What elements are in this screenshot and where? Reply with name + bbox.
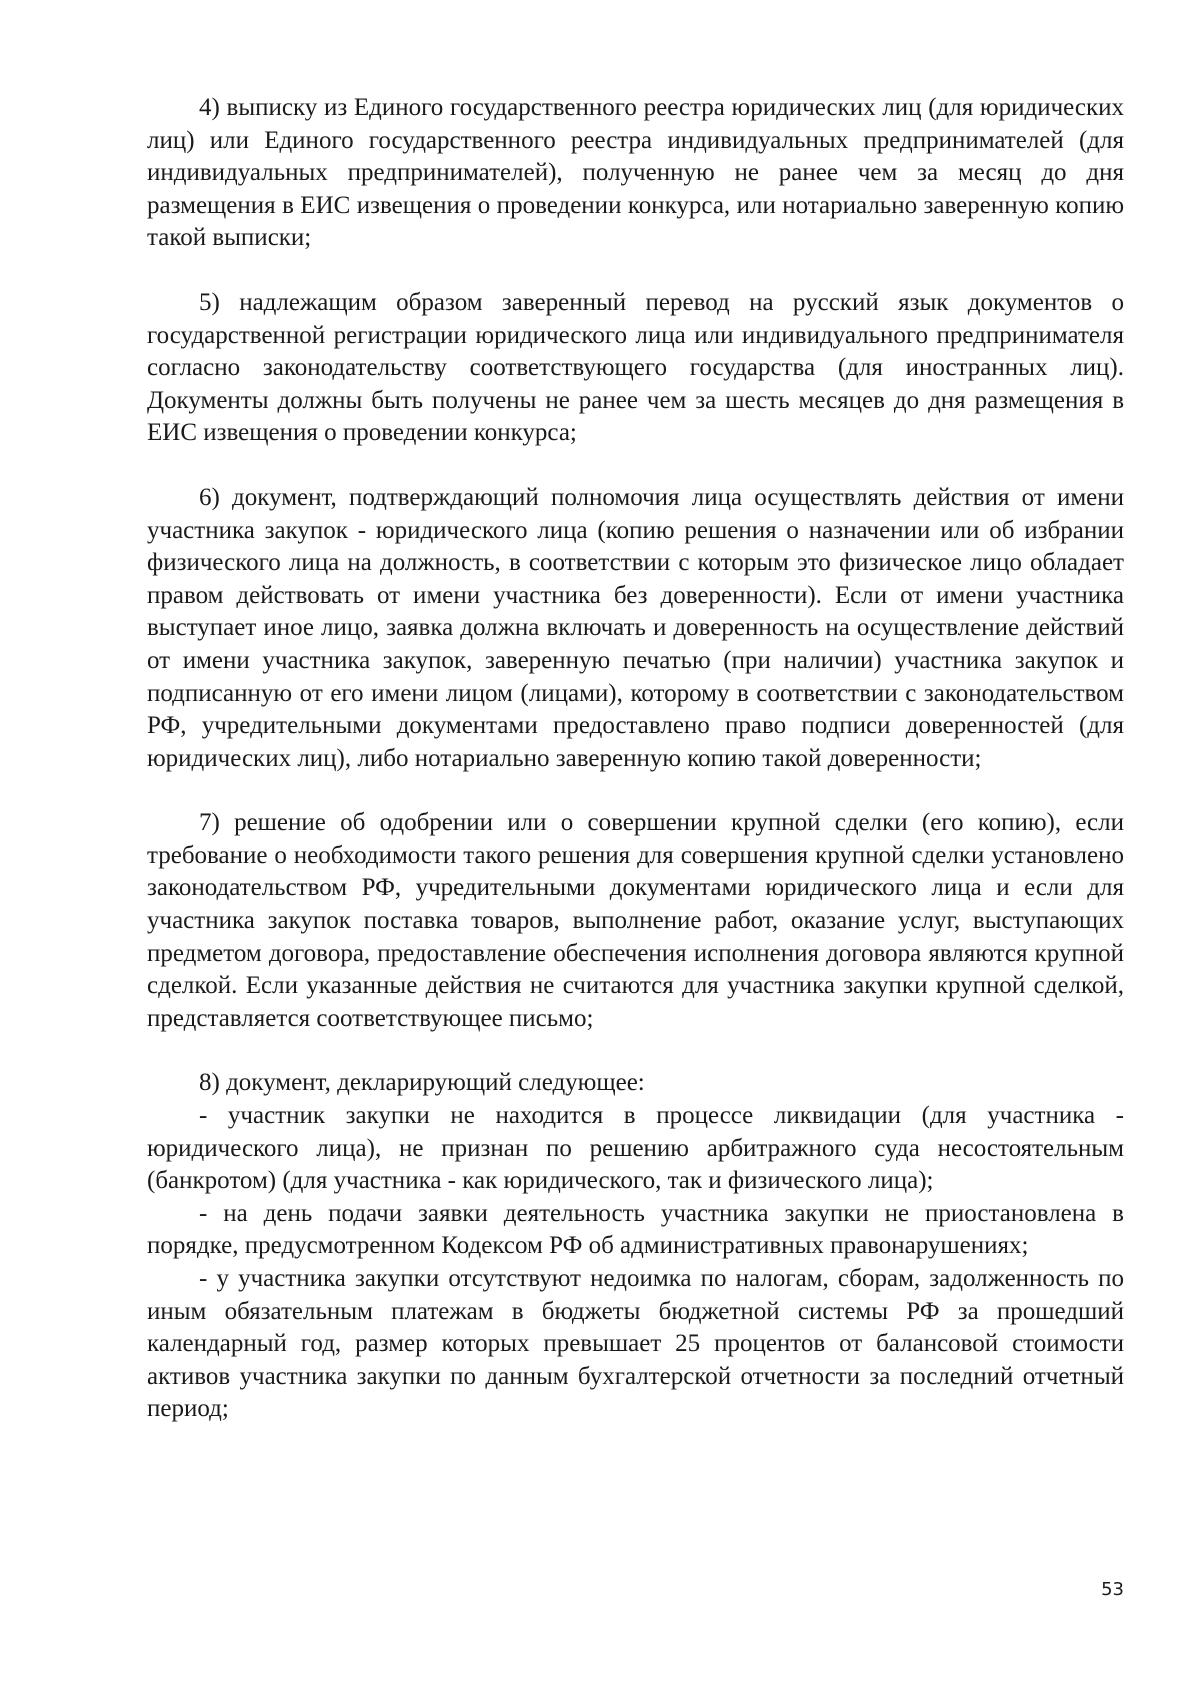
item-8-bullet-suspension: - на день подачи заявки деятельность участника закупки не приостановлена в порядке, предусмотренном Кодексом РФ об административных правонарушениях;: [147, 1199, 1124, 1260]
paragraph-item-5: 5) надлежащим образом заверенный перевод на русский язык документов о государственной регистрации юридического лица или индивидуального предпринимателя согласно законодательству соответствующего государства (для иностранных лиц). Документы должны быть получены не ранее чем за шесть месяцев до дня размещения в ЕИС извещения о проведении конкурса;: [147, 288, 1124, 447]
paragraph-item-6: 6) документ, подтверждающий полномочия лица осуществлять действия от имени участника закупок - юридического лица (копию решения о назначении или об избрании физического лица на должность, в соответствии с которым это физическое лицо обладает правом действовать от имени участника без доверенности). Если от имени участника выступает иное лицо, заявка должна включать и доверенность на осуществление действий от имени участника закупок, заверенную печатью (при наличии) участника закупок и подписанную от его имени лицом (лицами), которому в соответствии с законодательством РФ, учредительными документами предоставлено право подписи доверенностей (для юридических лиц), либо нотариально заверенную копию такой доверенности;: [147, 483, 1124, 772]
page-number: 53: [1101, 1579, 1124, 1600]
item-8-bullet-arrears: - у участника закупки отсутствуют недоимка по налогам, сборам, задолженность по иным обязательным платежам в бюджеты бюджетной системы РФ за прошедший календарный год, размер которых превышает 25 процентов от балансовой стоимости активов участника закупки по данным бухгалтерской отчетности за последний отчетный период;: [147, 1265, 1124, 1423]
item-8-bullet-liquidation: - участник закупки не находится в процессе ликвидации (для участника - юридического лица), не признан по решению арбитражного суда несостоятельным (банкротом) (для участника - как юридического, так и физического лица);: [147, 1102, 1124, 1195]
item-8-intro: 8) документ, декларирующий следующее:: [199, 1069, 645, 1097]
document-body: [147, 92, 1124, 1426]
paragraph-item-4: 4) выписку из Единого государственного реестра юридических лиц (для юридических лиц) или Единого государственного реестра индивидуальных предпринимателей (для индивидуальных предпринимателей), полученную не ранее чем за месяц до дня размещения в ЕИС извещения о проведении конкурса, или нотариально заверенную копию такой выписки;: [147, 94, 1124, 252]
paragraph-item-8: [147, 1067, 1124, 1426]
paragraph-item-7: 7) решение об одобрении или о совершении крупной сделки (его копию), если требование о необходимости такого решения для совершения крупной сделки установлено законодательством РФ, учредительными документами юридического лица и если для участника закупок поставка товаров, выполнение работ, оказание услуг, выступающих предметом договора, предоставление обеспечения исполнения договора являются крупной сделкой. Если указанные действия не считаются для участника закупки крупной сделкой, представляется соответствующее письмо;: [147, 809, 1124, 1032]
